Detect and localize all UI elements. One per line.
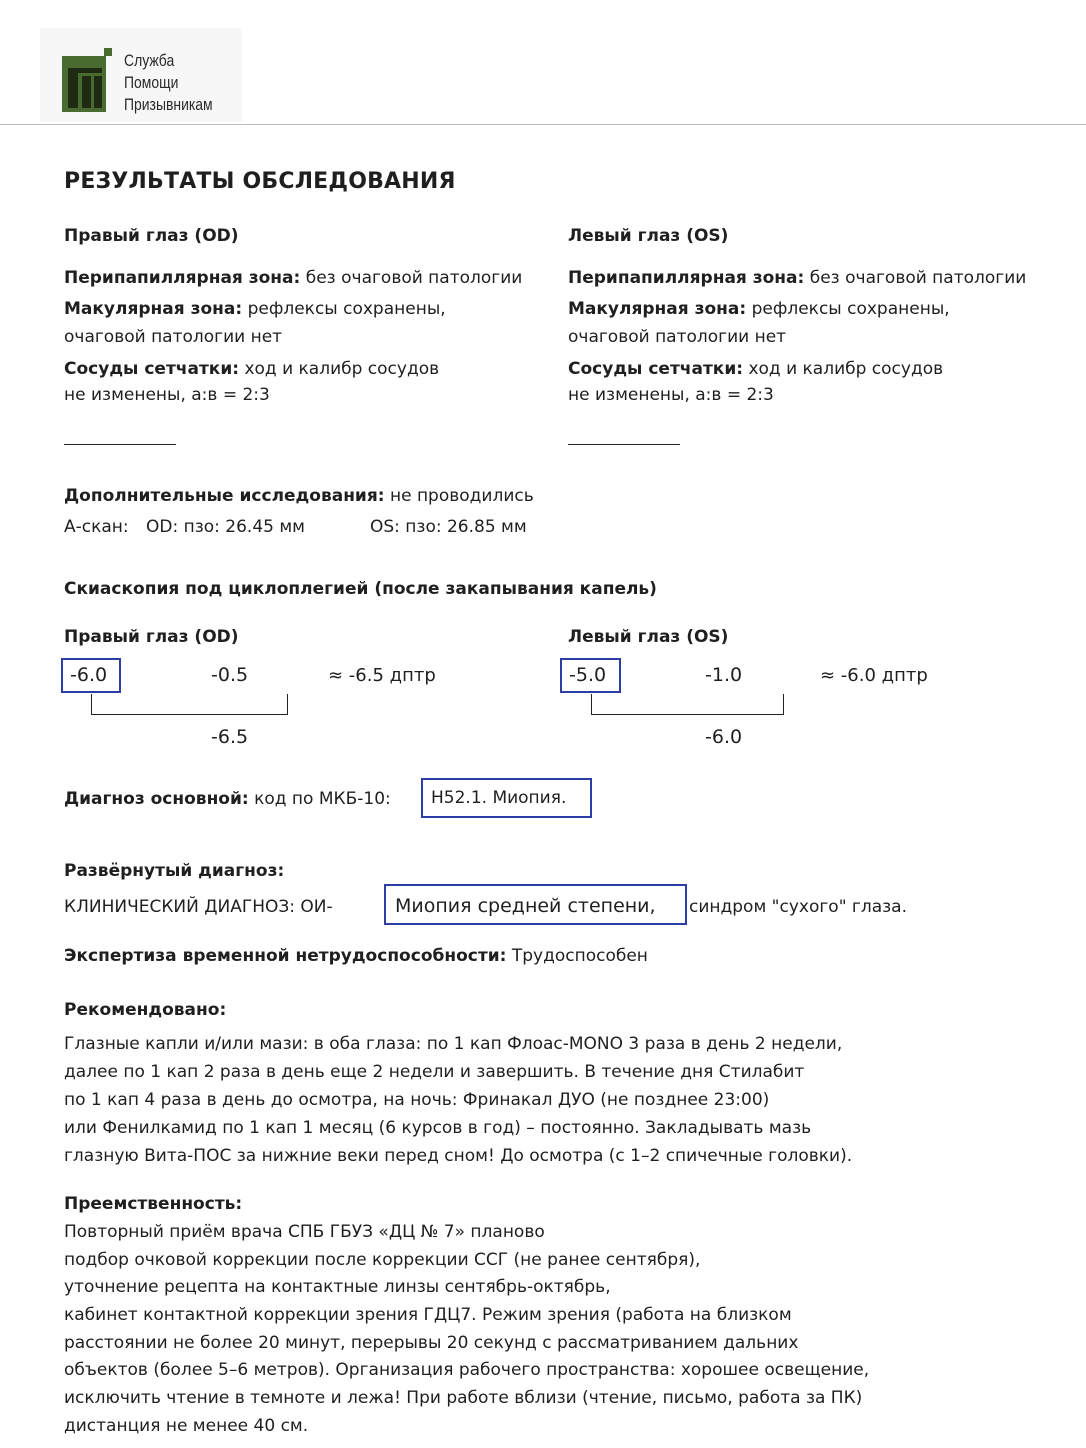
continuity-line: уточнение рецепта на контактные линзы сентябрь-октябрь, bbox=[64, 1277, 611, 1297]
page-title: РЕЗУЛЬТАТЫ ОБСЛЕДОВАНИЯ bbox=[64, 169, 456, 194]
recommended-label: Рекомендовано: bbox=[64, 1000, 227, 1020]
skiascopy-od-heading: Правый глаз (OD) bbox=[64, 627, 239, 647]
od-peri-line bbox=[64, 268, 522, 288]
extra-value: не проводились bbox=[384, 486, 534, 506]
recommended-line: далее по 1 кап 2 раза в день еще 2 недели и завершить. В течение дня Стилабит bbox=[64, 1062, 805, 1082]
continuity-line: кабинет контактной коррекции зрения ГДЦ7. Режим зрения (работа на близком bbox=[64, 1305, 792, 1325]
continuity-label: Преемственность: bbox=[64, 1194, 243, 1214]
recommended-line: по 1 кап 4 раза в день до осмотра, на ночь: Фринакал ДУО (не позднее 23:00) bbox=[64, 1090, 770, 1110]
continuity-line: подбор очковой коррекции после коррекции ССГ (не ранее сентября), bbox=[64, 1250, 701, 1270]
os-sph-value: -5.0 bbox=[569, 664, 607, 686]
od-cyl-value: -0.5 bbox=[211, 664, 249, 686]
ascan-label: А-скан: bbox=[64, 517, 129, 537]
continuity-line: объектов (более 5–6 метров). Организация рабочего пространства: хорошее освещение, bbox=[64, 1360, 870, 1380]
expanded-suffix: синдром "сухого" глаза. bbox=[689, 897, 908, 917]
od-macula-value: рефлексы сохранены, bbox=[242, 299, 446, 319]
recommended-line: глазную Вита-ПОС за нижние веки перед сном! До осмотра (с 1–2 спичечные головки). bbox=[64, 1146, 853, 1166]
os-cyl-value: -1.0 bbox=[705, 664, 743, 686]
recommended-line: Глазные капли и/или мази: в оба глаза: по 1 кап Флоас-MONO 3 раза в день 2 недели, bbox=[64, 1034, 843, 1054]
diagnosis-prefix: код по МКБ-10: bbox=[248, 789, 391, 809]
os-vessels-line bbox=[568, 359, 943, 379]
od-approx-value: ≈ -6.5 дптр bbox=[328, 665, 436, 686]
logo-line-2: Помощи bbox=[124, 73, 179, 92]
os-signature-line bbox=[568, 444, 680, 445]
expertise-label: Экспертиза временной нетрудоспособности: bbox=[64, 946, 507, 966]
logo-line-3: Призывникам bbox=[124, 95, 213, 114]
continuity-line: дистанция не менее 40 см. bbox=[64, 1416, 309, 1436]
os-macula-label: Макулярная зона: bbox=[568, 299, 747, 319]
expertise-value: Трудоспособен bbox=[506, 946, 648, 966]
continuity-line: расстоянии не более 20 минут, перерывы 20 секунд с рассматриванием дальних bbox=[64, 1333, 799, 1353]
skiascopy-os-heading: Левый глаз (OS) bbox=[568, 627, 729, 647]
expanded-prefix: КЛИНИЧЕСКИЙ ДИАГНОЗ: ОИ- bbox=[64, 897, 333, 917]
os-vessels-value-2: не изменены, а:в = 2:3 bbox=[568, 385, 774, 405]
os-peri-label: Перипапиллярная зона: bbox=[568, 268, 805, 288]
od-macula-label: Макулярная зона: bbox=[64, 299, 243, 319]
page-header bbox=[0, 0, 1086, 124]
ascan-od: OD: пзо: 26.45 мм bbox=[146, 517, 306, 537]
os-heading: Левый глаз (OS) bbox=[568, 226, 729, 246]
os-peri-line bbox=[568, 268, 1026, 288]
od-sum-bracket bbox=[91, 694, 288, 715]
header-divider bbox=[0, 124, 1086, 125]
recommended-line: или Фенилкамид по 1 кап 1 месяц (6 курсов в год) – постоянно. Закладывать мазь bbox=[64, 1118, 812, 1138]
extra-label: Дополнительные исследования: bbox=[64, 486, 385, 506]
od-vessels-value: ход и калибр сосудов bbox=[239, 359, 440, 379]
od-macula-line bbox=[64, 299, 446, 319]
os-approx-value: ≈ -6.0 дптр bbox=[820, 665, 928, 686]
os-macula-line bbox=[568, 299, 950, 319]
diagnosis-line bbox=[64, 789, 391, 809]
od-macula-value-2: очаговой патологии нет bbox=[64, 327, 283, 347]
expertise-line bbox=[64, 946, 648, 966]
os-sum-bracket bbox=[591, 694, 784, 715]
od-vessels-line bbox=[64, 359, 439, 379]
os-vessels-value: ход и калибр сосудов bbox=[743, 359, 944, 379]
od-signature-line bbox=[64, 444, 176, 445]
logo-line-1: Служба bbox=[124, 51, 175, 70]
extra-line bbox=[64, 486, 534, 506]
ascan-os: OS: пзо: 26.85 мм bbox=[370, 517, 527, 537]
os-macula-value: рефлексы сохранены, bbox=[746, 299, 950, 319]
os-sum-value: -6.0 bbox=[705, 726, 743, 748]
logo-text bbox=[124, 50, 213, 116]
continuity-line: исключить чтение в темноте и лежа! При работе вблизи (чтение, письмо, работа за ПК) bbox=[64, 1388, 863, 1408]
od-peri-label: Перипапиллярная зона: bbox=[64, 268, 301, 288]
os-macula-value-2: очаговой патологии нет bbox=[568, 327, 787, 347]
diagnosis-label: Диагноз основной: bbox=[64, 789, 249, 809]
od-peri-value: без очаговой патологии bbox=[300, 268, 523, 288]
logo-icon bbox=[60, 46, 114, 114]
expanded-highlight: Миопия средней степени, bbox=[395, 895, 656, 917]
od-vessels-label: Сосуды сетчатки: bbox=[64, 359, 240, 379]
od-sph-value: -6.0 bbox=[70, 664, 108, 686]
diagnosis-code: H52.1. Миопия. bbox=[431, 788, 567, 808]
skiascopy-heading: Скиаскопия под циклоплегией (после закапывания капель) bbox=[64, 579, 657, 599]
od-heading: Правый глаз (OD) bbox=[64, 226, 239, 246]
continuity-line: Повторный приём врача СПБ ГБУЗ «ДЦ № 7» планово bbox=[64, 1222, 545, 1242]
os-peri-value: без очаговой патологии bbox=[804, 268, 1027, 288]
os-vessels-label: Сосуды сетчатки: bbox=[568, 359, 744, 379]
od-sum-value: -6.5 bbox=[211, 726, 249, 748]
od-vessels-value-2: не изменены, а:в = 2:3 bbox=[64, 385, 270, 405]
expanded-label: Развёрнутый диагноз: bbox=[64, 861, 285, 881]
